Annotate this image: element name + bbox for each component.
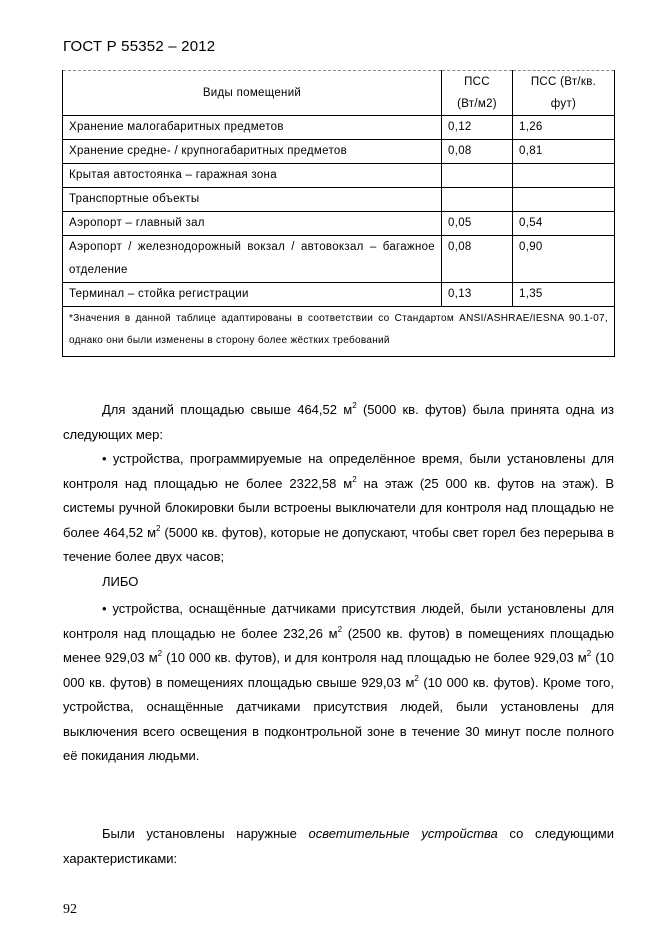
page-number: 92 — [63, 902, 77, 917]
table-cell-w-ft2: 0,81 — [513, 140, 615, 164]
table-row — [63, 116, 615, 140]
table-cell-w-ft2: 1,26 — [513, 116, 615, 140]
table-cell-w-m2 — [442, 164, 513, 188]
table-row — [63, 140, 615, 164]
paragraph-building-area: Для зданий площадью свыше 464,52 $м^2$ (5000 кв. футов) была принята одна из следующих мер: — [63, 401, 614, 442]
table-cell-room-type: Хранение малогабаритных предметов — [63, 116, 442, 140]
table-row — [63, 188, 615, 212]
bullet-occupancy-sensor-devices: • устройства, оснащённые датчиками присутствия людей, были установлены для контроля над площадью не более 232,26 $м^2$ (2500 кв. футов) в помещениях площадью менее 929,03 $м^2$ (10 000 кв. футов), и для контроля над площадью не более 929,03 $м^2$ (10 000 кв. футов) в помещениях площадью свыше 929,03 $м^2$ (10 000 кв. футов). Кроме того, устройства, оснащённые датчиками присутствия людей, были установлены для выключения всего освещения в подконтрольной зоне в течение 30 минут после полного её покидания людьми. — [63, 601, 614, 763]
table-header-row — [63, 71, 615, 116]
table-cell-room-type: Аэропорт – главный зал — [63, 212, 442, 236]
table-cell-room-type: Хранение средне- / крупногабаритных предметов — [63, 140, 442, 164]
table-footnote: *Значения в данной таблице адаптированы в соответствии со Стандартом ANSI/ASHRAE/IESNA 90.1-07, однако они были изменены в сторону более жёстких требований — [63, 307, 615, 357]
table-footnote-row — [63, 307, 615, 357]
table-cell-w-ft2: 0,90 — [513, 236, 615, 283]
table-row — [63, 212, 615, 236]
table-cell-room-type: Аэропорт / железнодорожный вокзал / автовокзал – багажное отделение — [63, 236, 442, 283]
table-cell-w-m2: 0,12 — [442, 116, 513, 140]
paragraph-outdoor-lighting: Были установлены наружные осветительные устройства со следующими характеристиками: — [63, 826, 614, 866]
col-header-w-m2: ПСС (Вт/м2) — [442, 71, 513, 116]
table-cell-w-m2: 0,13 — [442, 283, 513, 307]
table-cell-room-type: Терминал – стойка регистрации — [63, 283, 442, 307]
bullet-time-programmed-devices: • устройства, программируемые на определённое время, были установлены для контроля над площадью не более 2322,58 $м^2$ на этаж (25 000 кв. футов на этаж). В системы ручной блокировки были встроены выключатели для контроля над площадью не более 464,52 $м^2$ (5000 кв. футов), которые не допускают, чтобы свет горел без перерыва в течение более двух часов; — [63, 451, 614, 564]
lighting-power-density-table — [62, 70, 615, 357]
table-row — [63, 236, 615, 283]
table-cell-w-ft2 — [513, 188, 615, 212]
table-cell-w-m2: 0,05 — [442, 212, 513, 236]
table-cell-w-m2: 0,08 — [442, 236, 513, 283]
table-row — [63, 283, 615, 307]
table-cell-w-ft2: 1,35 — [513, 283, 615, 307]
col-header-w-ft2: ПСС (Вт/кв. фут) — [513, 71, 615, 116]
table-cell-room-type: Крытая автостоянка – гаражная зона — [63, 164, 442, 188]
table-cell-w-m2: 0,08 — [442, 140, 513, 164]
table-cell-w-ft2 — [513, 164, 615, 188]
table-cell-room-type: Транспортные объекты — [63, 188, 442, 212]
table-cell-w-m2 — [442, 188, 513, 212]
table-cell-w-ft2: 0,54 — [513, 212, 615, 236]
col-header-room-types: Виды помещений — [63, 71, 442, 116]
libo-separator: ЛИБО — [102, 574, 139, 589]
document-header: ГОСТ Р 55352 – 2012 — [63, 38, 216, 55]
table-row — [63, 164, 615, 188]
